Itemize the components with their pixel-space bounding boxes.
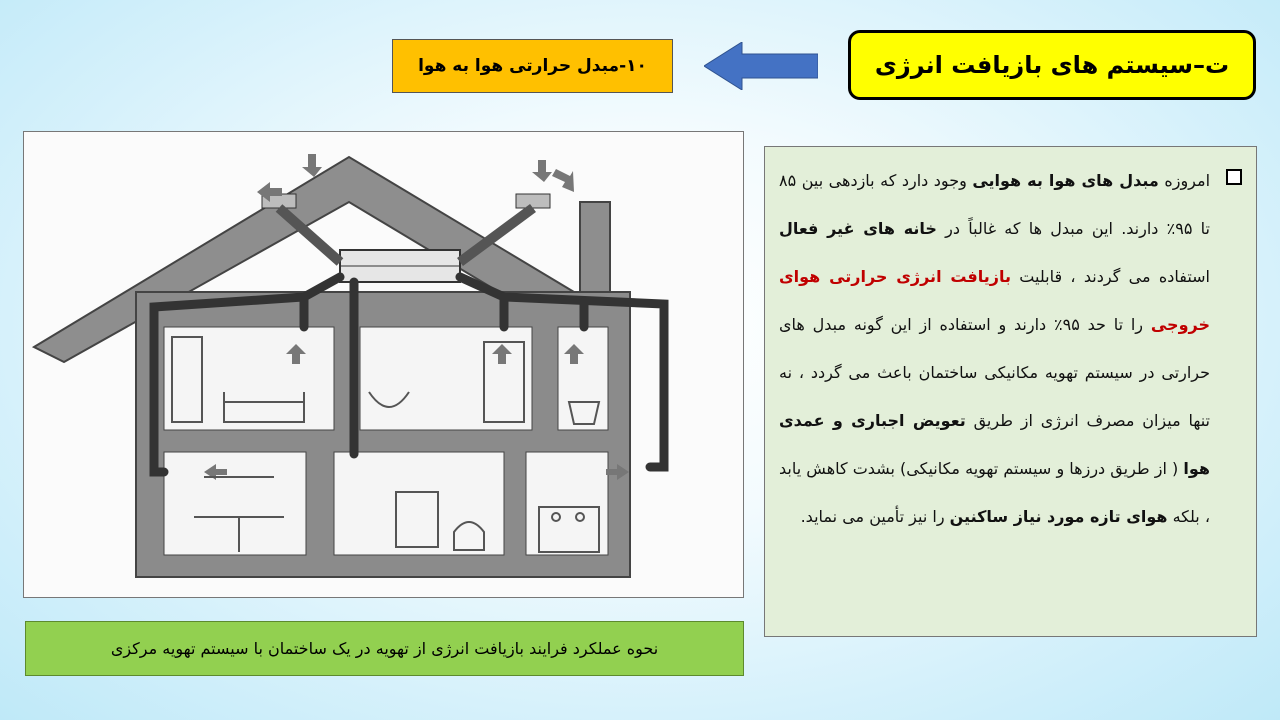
bold-term-passive-houses: خانه های غیر فعال xyxy=(779,219,937,238)
highlight-heat-recovery: بازیافت انرژی حرارتی هوای خروجی xyxy=(779,267,1210,334)
bold-term-fresh-air: هوای تازه مورد نیاز ساکنین xyxy=(949,507,1168,526)
chimney xyxy=(580,202,610,292)
text-span: را نیز تأمین می نماید. xyxy=(800,507,950,526)
room-dining xyxy=(164,452,306,555)
figure-caption-box xyxy=(25,621,744,676)
description-box xyxy=(764,146,1257,637)
bold-term-air-exchangers: مبدل های هوا به هوایی xyxy=(972,171,1159,190)
text-span: استفاده می گردند ، قابلیت xyxy=(1011,267,1210,286)
bold-term-forced-exchange: تعویض اجباری و عمدی هوا xyxy=(779,411,1210,478)
left-arrow-icon xyxy=(704,42,818,90)
subtitle: ۱۰-مبدل حرارتی هوا به هوا xyxy=(418,56,647,76)
room-bedroom xyxy=(164,327,334,430)
text-span: وجود دارد که بازدهی بین ۸۵ تا ۹۵٪ دارند. این مبدل ها که غالباً در xyxy=(779,171,1210,238)
figure-caption: نحوه عملکرد فرایند بازیافت انرژی از تهویه در یک ساختمان با سیستم تهویه مرکزی xyxy=(110,639,659,658)
roof-vent-right xyxy=(516,194,550,208)
room-living xyxy=(334,452,504,555)
title-box xyxy=(848,30,1256,100)
text-span: ( از طریق درزها و سیستم تهویه مکانیکی) بشدت کاهش یابد ، بلکه xyxy=(779,459,1210,526)
text-span: را تا حد ۹۵٪ دارند و استفاده از این گونه مبدل های حرارتی در سیستم تهویه مکانیکی ساختمان باعث می گردد ، نه تنها میزان مصرف انرژی از طریق xyxy=(779,315,1210,430)
page-title: ت–سیستم های بازیافت انرژی xyxy=(874,51,1230,79)
house-diagram xyxy=(24,132,744,598)
house-ventilation-figure xyxy=(23,131,744,598)
checkbox-bullet-icon xyxy=(1226,169,1242,185)
text-span: امروزه xyxy=(1158,171,1211,190)
description-paragraph xyxy=(779,157,1210,541)
room-toilet xyxy=(558,327,608,430)
subtitle-box xyxy=(392,39,673,93)
